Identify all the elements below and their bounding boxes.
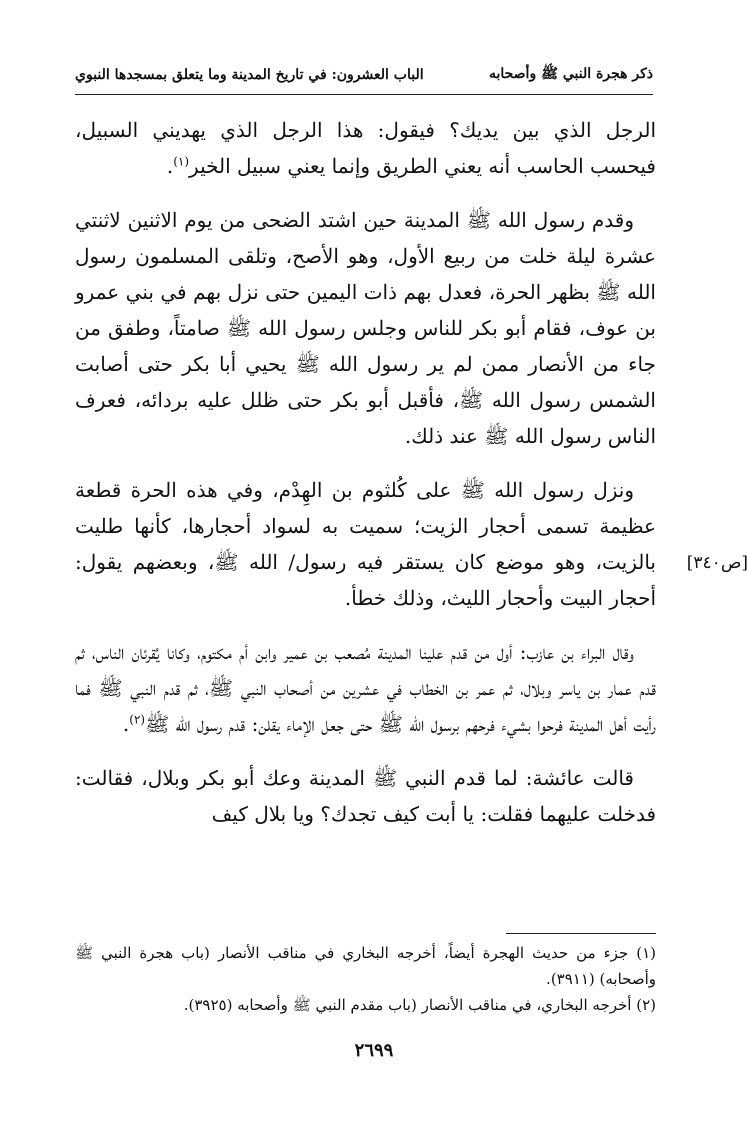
main-text: [75, 112, 656, 850]
paragraph-1: [75, 112, 656, 184]
paragraph-text: الرجل الذي بين يديك؟ فيقول: هذا الرجل الذي يهديني السبيل، فيحسب الحاسب أنه يعني الطريق وإنما يعني سبيل الخير: [75, 118, 656, 178]
header-section-title: الباب العشرون: في تاريخ المدينة وما يتعلق بمسجدها النبوي: [75, 67, 424, 83]
running-header: [75, 62, 653, 88]
footnote-1: (١) جزء من حديث الهجرة أيضاً، أخرجه البخاري في مناقب الأنصار (باب هجرة النبي ﷺ وأصحابه) (٣٩١١).: [75, 944, 656, 988]
paragraph-text: قالت عائشة: لما قدم النبي ﷺ المدينة وعك أبو بكر وبلال، فقالت: فدخلت عليهما فقلت: يا أبت كيف تجدك؟ ويا بلال كيف: [75, 766, 656, 826]
paragraph-3: [75, 472, 656, 616]
margin-page-reference: [ص٣٤٠]: [686, 553, 748, 573]
footnote-divider: [506, 933, 656, 934]
paragraph-5: [75, 760, 656, 832]
footnotes: [75, 940, 656, 1018]
paragraph-text: وقال البراء بن عازب: أول من قدم علينا المدينة مُصعب بن عمير وابن أم مكتوم، وكانا يُقرئان الناس، ثم قدم عمار بن ياسر وبلال، ثم عمر بن الخطاب في عشرين من أصحاب النبي ﷺ، ثم قدم النبي ﷺ فما رأيت أهل المدينة فرحوا بشيء فرحهم برسول الله ﷺ حتى جعل الإماء يقلن: قدم رسول الله ﷺ: [75, 640, 656, 736]
header-chapter-title: ذكر هجرة النبي ﷺ وأصحابه: [488, 66, 653, 82]
footnote-2: (٢) أخرجه البخاري، في مناقب الأنصار (باب مقدم النبي ﷺ وأصحابه (٣٩٢٥).: [183, 996, 656, 1014]
paragraph-2: [75, 202, 656, 454]
paragraph-tail: .: [122, 712, 130, 736]
footnote-ref-2: (٢): [129, 712, 146, 727]
header-divider: [75, 94, 653, 95]
paragraph-4: [75, 634, 656, 742]
paragraph-text: وقدم رسول الله ﷺ المدينة حين اشتد الضحى من يوم الاثنين لاثنتي عشرة ليلة خلت من ربيع الأول، وهو الأصح، وتلقى المسلمون رسول الله ﷺ بظهر الحرة، فعدل بهم ذات اليمين حتى نزل بهم في بني عمرو بن عوف، فقام أبو بكر للناس وجلس رسول الله ﷺ صامتاً، وطفق من جاء من الأنصار ممن لم ير رسول الله ﷺ يحيي أبا بكر حتى أصابت الشمس رسول الله ﷺ، فأقبل أبو بكر حتى ظلل عليه بردائه، فعرف الناس رسول الله ﷺ عند ذلك.: [75, 208, 656, 448]
paragraph-tail: .: [166, 154, 174, 178]
footnote-ref-1: (١): [173, 154, 190, 169]
page-number: ٢٦٩٩: [354, 1040, 394, 1061]
paragraph-text: ونزل رسول الله ﷺ على كُلثوم بن الهِدْم، وفي هذه الحرة قطعة عظيمة تسمى أحجار الزيت؛ سميت به لسواد أحجارها، كأنها طليت بالزيت، وهو موضع كان يستقر فيه رسول/ الله ﷺ، وبعضهم يقول: أحجار البيت وأحجار الليث، وذلك خطأ.: [75, 478, 656, 610]
